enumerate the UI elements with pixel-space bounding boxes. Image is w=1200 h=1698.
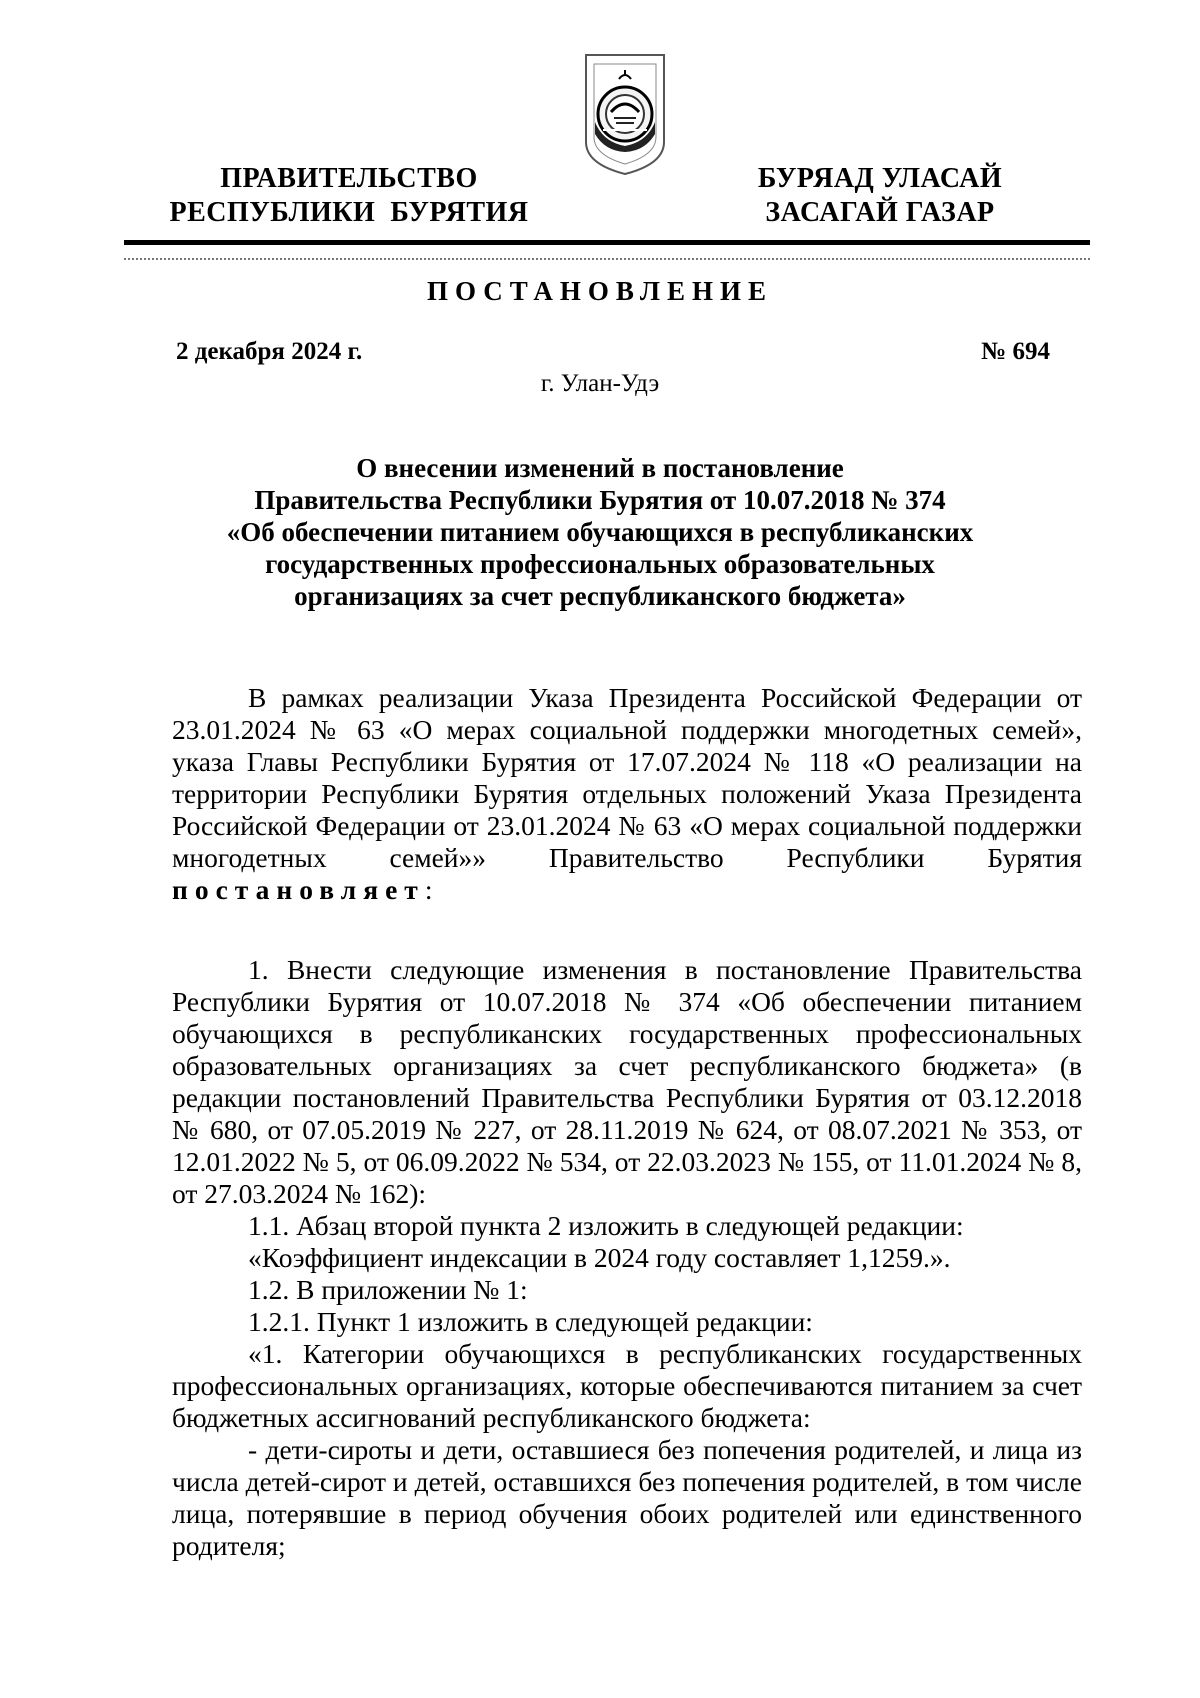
paragraph-1-1-quote: «Коэффициент индексации в 2024 году составляет 1,1259.». xyxy=(248,1242,951,1273)
paragraph-1-2: 1.2. В приложении № 1: xyxy=(248,1274,528,1305)
header-left-line2: РЕСПУБЛИКИ БУРЯТИЯ xyxy=(169,197,529,228)
title-line: Правительства Республики Бурятия от 10.07.2018 № 374 xyxy=(254,485,946,515)
preamble-paragraph xyxy=(172,682,1082,906)
preamble-text: В рамках реализации Указа Президента Российской Федерации от 23.01.2024 № 63 «О мерах социальной поддержки многодетных семей», указа Главы Республики Бурятия от 17.07.2024 № 118 «О реализации на территории Республики Бурятия отдельных положений Указа Президента Российской Федерации от 23.01.2024 № 63 «О мерах социальной поддержки многодетных семей»» Правительство Республики Бурятия xyxy=(172,682,1082,873)
header-left-line1: ПРАВИТЕЛЬСТВО xyxy=(220,163,478,194)
document-body xyxy=(172,682,1082,1562)
paragraph-1-2-1: 1.2.1. Пункт 1 изложить в следующей редакции: xyxy=(248,1306,813,1337)
header-left xyxy=(124,162,574,230)
document-type: ПОСТАНОВЛЕНИЕ xyxy=(426,276,774,306)
paragraph-1-1: 1.1. Абзац второй пункта 2 изложить в следующей редакции: xyxy=(248,1210,964,1241)
title-line: организациях за счет республиканского бюджета» xyxy=(294,581,906,611)
preamble-emphasis: постановляет xyxy=(172,874,425,905)
document-title xyxy=(176,452,1024,612)
paragraph-orphans: - дети-сироты и дети, оставшиеся без попечения родителей, и лица из числа детей-сирот и детей, оставшихся без попечения родителей, в том числе лица, потерявшие в период обучения обоих родителей или единственного родителя; xyxy=(172,1434,1082,1561)
coat-of-arms-icon xyxy=(583,52,667,178)
header-right-line1: БУРЯАД УЛАСАЙ xyxy=(757,163,1003,194)
title-line: «Об обеспечении питанием обучающихся в республиканских xyxy=(226,517,974,547)
preamble-end: : xyxy=(424,874,433,905)
header-divider-thin xyxy=(124,258,1090,260)
paragraph-categories: «1. Категории обучающихся в республиканских государственных профессиональных организациях, которые обеспечиваются питанием за счет бюджетных ассигнований республиканского бюджета: xyxy=(172,1338,1082,1433)
header-right xyxy=(690,162,1070,230)
document-number: № 694 xyxy=(981,338,1050,365)
title-line: государственных профессиональных образовательных xyxy=(265,549,935,579)
document-city: г. Улан-Удэ xyxy=(540,370,660,397)
paragraph-1: 1. Внести следующие изменения в постановление Правительства Республики Бурятия от 10.07.2018 № 374 «Об обеспечении питанием обучающихся в республиканских государственных профессиональных образовательных организациях за счет республиканского бюджета» (в редакции постановлений Правительства Республики Бурятия от 03.12.2018 № 680, от 07.05.2019 № 227, от 28.11.2019 № 624, от 08.07.2021 № 353, от 12.01.2022 № 5, от 06.09.2022 № 534, от 22.03.2023 № 155, от 11.01.2024 № 8, от 27.03.2024 № 162): xyxy=(172,954,1082,1209)
header-right-line2: ЗАСАГАЙ ГАЗАР xyxy=(765,197,995,228)
document-date: 2 декабря 2024 г. xyxy=(176,338,363,365)
title-line: О внесении изменений в постановление xyxy=(356,453,844,483)
header-divider-thick xyxy=(124,240,1090,245)
